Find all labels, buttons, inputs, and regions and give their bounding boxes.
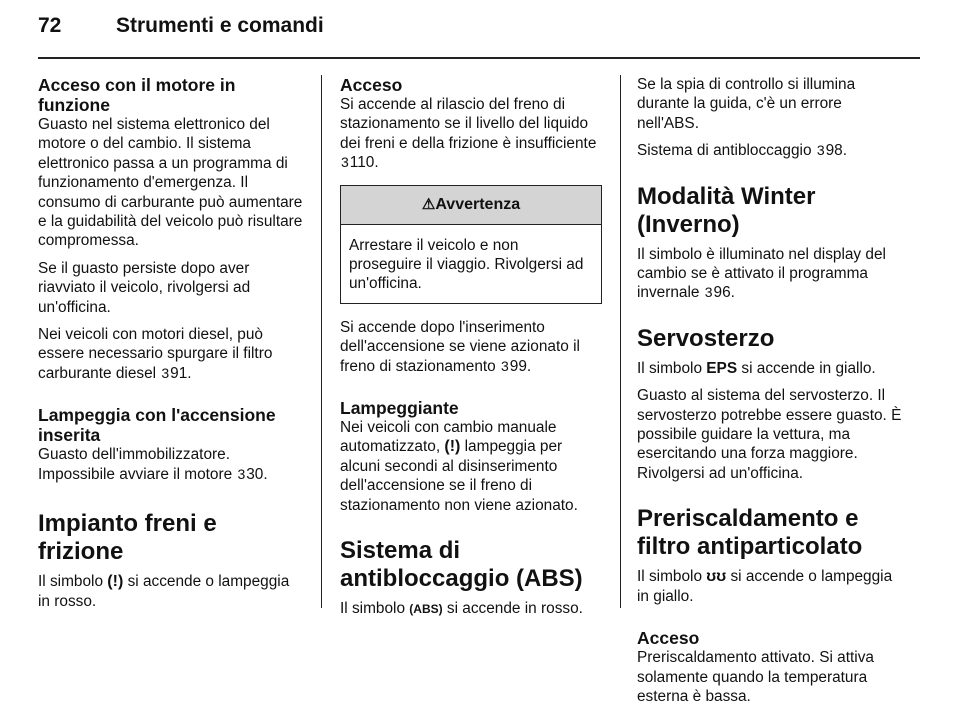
paragraph: Se la spia di controllo si illumina durante la guida, c'è un errore nell'ABS.: [637, 76, 856, 132]
page-number: 72: [38, 14, 62, 37]
paragraph-text: si accende in giallo.: [741, 359, 876, 377]
paragraph-text: Si accende al rilascio del freno di stazionamento se il livello del liquido dei freni e della frizione è insufficiente: [340, 96, 597, 152]
page-reference[interactable]: 30.: [246, 465, 268, 483]
paragraph-text: Il simbolo: [637, 359, 703, 377]
page-reference-icon: 3: [237, 465, 246, 482]
page-reference-icon: 3: [816, 142, 825, 159]
paragraph: Se il guasto persiste dopo aver riavviato il veicolo, rivolgersi ad un'officina.: [38, 259, 251, 316]
heading-abs: Sistema di antibloccaggio (ABS): [340, 537, 583, 593]
paragraph-text: lampeggia per alcuni secondi al disinserimento dell'accensione se il freno di stazionamento non viene azionato.: [340, 438, 578, 514]
page-header: [38, 14, 324, 38]
warning-box: [340, 185, 602, 304]
page-reference-icon: 3: [704, 284, 713, 301]
column-divider-2: [620, 75, 621, 608]
paragraph: Preriscaldamento attivato. Si attiva solamente quando la temperatura esterna è bassa.: [637, 649, 874, 705]
brake-warning-icon: (!): [444, 438, 461, 456]
abs-icon: (ABS): [409, 602, 443, 617]
heading-acceso: Acceso: [637, 628, 700, 649]
paragraph: [38, 325, 303, 383]
page-title: Strumenti e comandi: [116, 14, 324, 37]
paragraph: [340, 418, 602, 515]
warning-triangle-icon: ⚠: [421, 195, 436, 213]
paragraph-text: Nei veicoli con cambio manuale automatizzato,: [340, 419, 557, 456]
glow-plug-icon: ʊʊ: [706, 568, 727, 586]
paragraph: [340, 95, 602, 173]
paragraph: [340, 318, 602, 376]
paragraph: [38, 445, 303, 484]
heading-winter: Modalità Winter (Inverno): [637, 182, 816, 238]
paragraph: [38, 572, 303, 611]
paragraph: Guasto nel sistema elettronico del motore o del cambio. Il sistema elettronico passa a un programma di funzionamento d'emergenza. Il consumo di carburante può aumentare e la guidabilità del veicolo può risultare compromessa.: [38, 116, 303, 250]
paragraph: [637, 567, 905, 606]
paragraph: [637, 141, 905, 160]
page-reference[interactable]: 110.: [349, 154, 379, 172]
paragraph-text: Sistema di antibloccaggio: [637, 142, 812, 160]
heading-motore: Acceso con il motore in funzione: [38, 75, 236, 115]
heading-acceso: Acceso: [340, 75, 403, 95]
page-reference[interactable]: 99.: [509, 357, 532, 375]
brake-warning-icon: (!): [107, 573, 124, 591]
paragraph-text: Il simbolo: [340, 600, 406, 618]
paragraph: [637, 245, 905, 303]
column-3: [637, 75, 905, 714]
paragraph: [340, 599, 602, 619]
paragraph-text: Il simbolo: [38, 573, 104, 591]
paragraph-text: si accende in rosso.: [446, 600, 583, 618]
column-divider-1: [321, 75, 322, 608]
heading-servosterzo: Servosterzo: [637, 324, 775, 352]
heading-lampeggia: Lampeggia con l'accensione inserita: [38, 405, 276, 446]
page-reference[interactable]: 91.: [170, 364, 192, 382]
page-reference-icon: 3: [341, 154, 349, 171]
paragraph-text: Guasto dell'immobilizzatore. Impossibile avviare il motore: [38, 446, 233, 483]
header-rule: [38, 57, 920, 59]
column-1: [38, 75, 303, 619]
paragraph-text: Nei veicoli con motori diesel, può essere necessario spurgare il filtro carburante diesel: [38, 326, 273, 382]
heading-preriscaldamento: Preriscaldamento e filtro antiparticolato: [637, 505, 863, 561]
paragraph: Guasto al sistema del servosterzo. Il servosterzo potrebbe essere guasto. È possibile guidare la vettura, ma esercitando una forza maggiore. Rivolgersi ad un'officina.: [637, 387, 902, 482]
paragraph: [637, 359, 905, 378]
warning-title: Avvertenza: [435, 195, 521, 213]
heading-lampeggiante: Lampeggiante: [340, 398, 459, 419]
warning-text: Arrestare il veicolo e non proseguire il viaggio. Rivolgersi ad un'officina.: [349, 236, 584, 293]
paragraph-text: Il simbolo: [637, 568, 703, 586]
eps-symbol: EPS: [706, 359, 738, 377]
paragraph-text: si accende o lampeggia in giallo.: [637, 568, 893, 605]
page-reference-icon: 3: [501, 357, 509, 374]
paragraph-text: Il simbolo è illuminato nel display del cambio se è attivato il programma invernale: [637, 245, 886, 302]
column-2: [340, 75, 602, 628]
heading-freni: Impianto freni e frizione: [38, 510, 217, 566]
paragraph-text: si accende o lampeggia in rosso.: [38, 573, 290, 610]
paragraph-text: Si accende dopo l'inserimento dell'accensione se viene azionato il freno di stazionamento: [340, 318, 580, 375]
page-reference[interactable]: 96.: [713, 284, 735, 302]
warning-header: [341, 186, 601, 225]
page-reference[interactable]: 98.: [825, 142, 848, 160]
page-reference-icon: 3: [161, 364, 170, 381]
